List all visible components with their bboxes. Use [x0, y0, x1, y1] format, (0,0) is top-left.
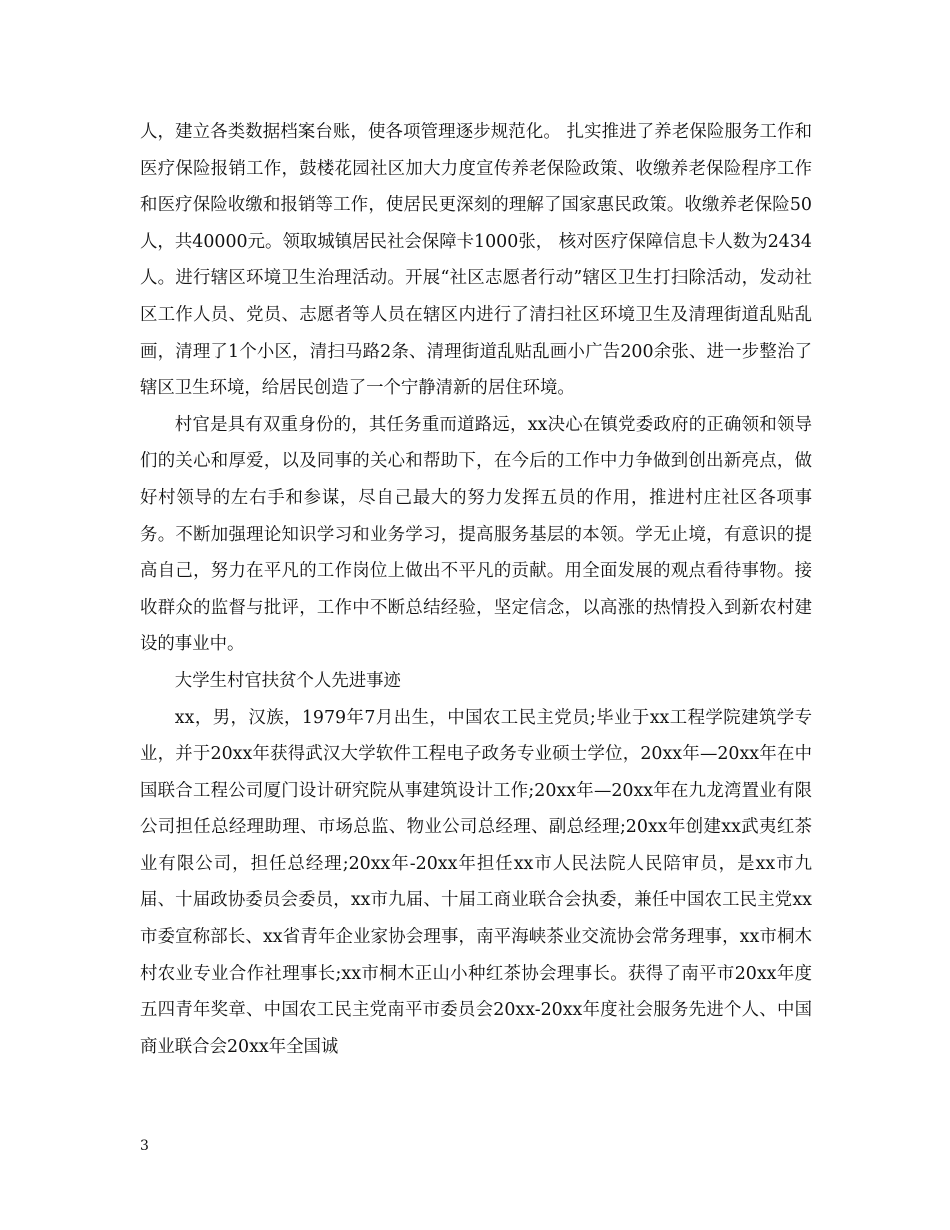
- document-body: [140, 114, 812, 1065]
- paragraph-continuation: 人，建立各类数据档案台账，使各项管理逐步规范化。 扎实推进了养老保险服务工作和医疗保险报销工作，鼓楼花园社区加大力度宣传养老保险政策、收缴养老保险程序工作和医疗保险收缴和报销等工作，使居民更深刻的理解了国家惠民政策。收缴养老保险50人，共40000元。领取城镇居民社会保障卡1000张， 核对医疗保障信息卡人数为2434人。进行辖区环境卫生治理活动。开展“社区志愿者行动”辖区卫生打扫除活动，发动社区工作人员、党员、志愿者等人员在辖区内进行了清扫社区环境卫生及清理街道乱贴乱画，清理了1个小区，清扫马路2条、清理街道乱贴乱画小广告200余张、进一步整治了辖区卫生环境，给居民创造了一个宁静清新的居住环境。: [140, 122, 812, 399]
- paragraph-village-official: 村官是具有双重身份的，其任务重而道路远，xx决心在镇党委政府的正确领和领导们的关心和厚爱，以及同事的关心和帮助下，在今后的工作中力争做到创出新亮点，做好村领导的左右手和参谋，尽自己最大的努力发挥五员的作用，推进村庄社区各项事务。不断加强理论知识学习和业务学习，提高服务基层的本领。学无止境，有意识的提高自己，努力在平凡的工作岗位上做出不平凡的贡献。用全面发展的观点看待事物。接收群众的监督与批评，工作中不断总结经验，坚定信念，以高涨的热情投入到新农村建设的事业中。: [140, 414, 812, 655]
- page-number: 3: [140, 1138, 149, 1154]
- section-heading: 大学生村官扶贫个人先进事迹: [174, 670, 401, 691]
- paragraph-biography: xx，男，汉族，1979年7月出生，中国农工民主党员;毕业于xx工程学院建筑学专业，并于20xx年获得武汉大学软件工程电子政务专业硕士学位，20xx年—20xx年在中国联合工程公司厦门设计研究院从事建筑设计工作;20xx年—20xx年在九龙湾置业有限公司担任总经理助理、市场总监、物业公司总经理、副总经理;20xx年创建xx武夷红茶业有限公司，担任总经理;20xx年-20xx年担任xx市人民法院人民陪审员，是xx市九届、十届政协委员会委员，xx市九届、十届工商业联合会执委，兼任中国农工民主党xx市委宣称部长、xx省青年企业家协会理事，南平海峡茶业交流协会常务理事，xx市桐木村农业专业合作社理事长;xx市桐木正山小种红茶协会理事长。获得了南平市20xx年度五四青年奖章、中国农工民主党南平市委员会20xx-20xx年度社会服务先进个人、中国商业联合会20xx年全国诚: [140, 707, 812, 1057]
